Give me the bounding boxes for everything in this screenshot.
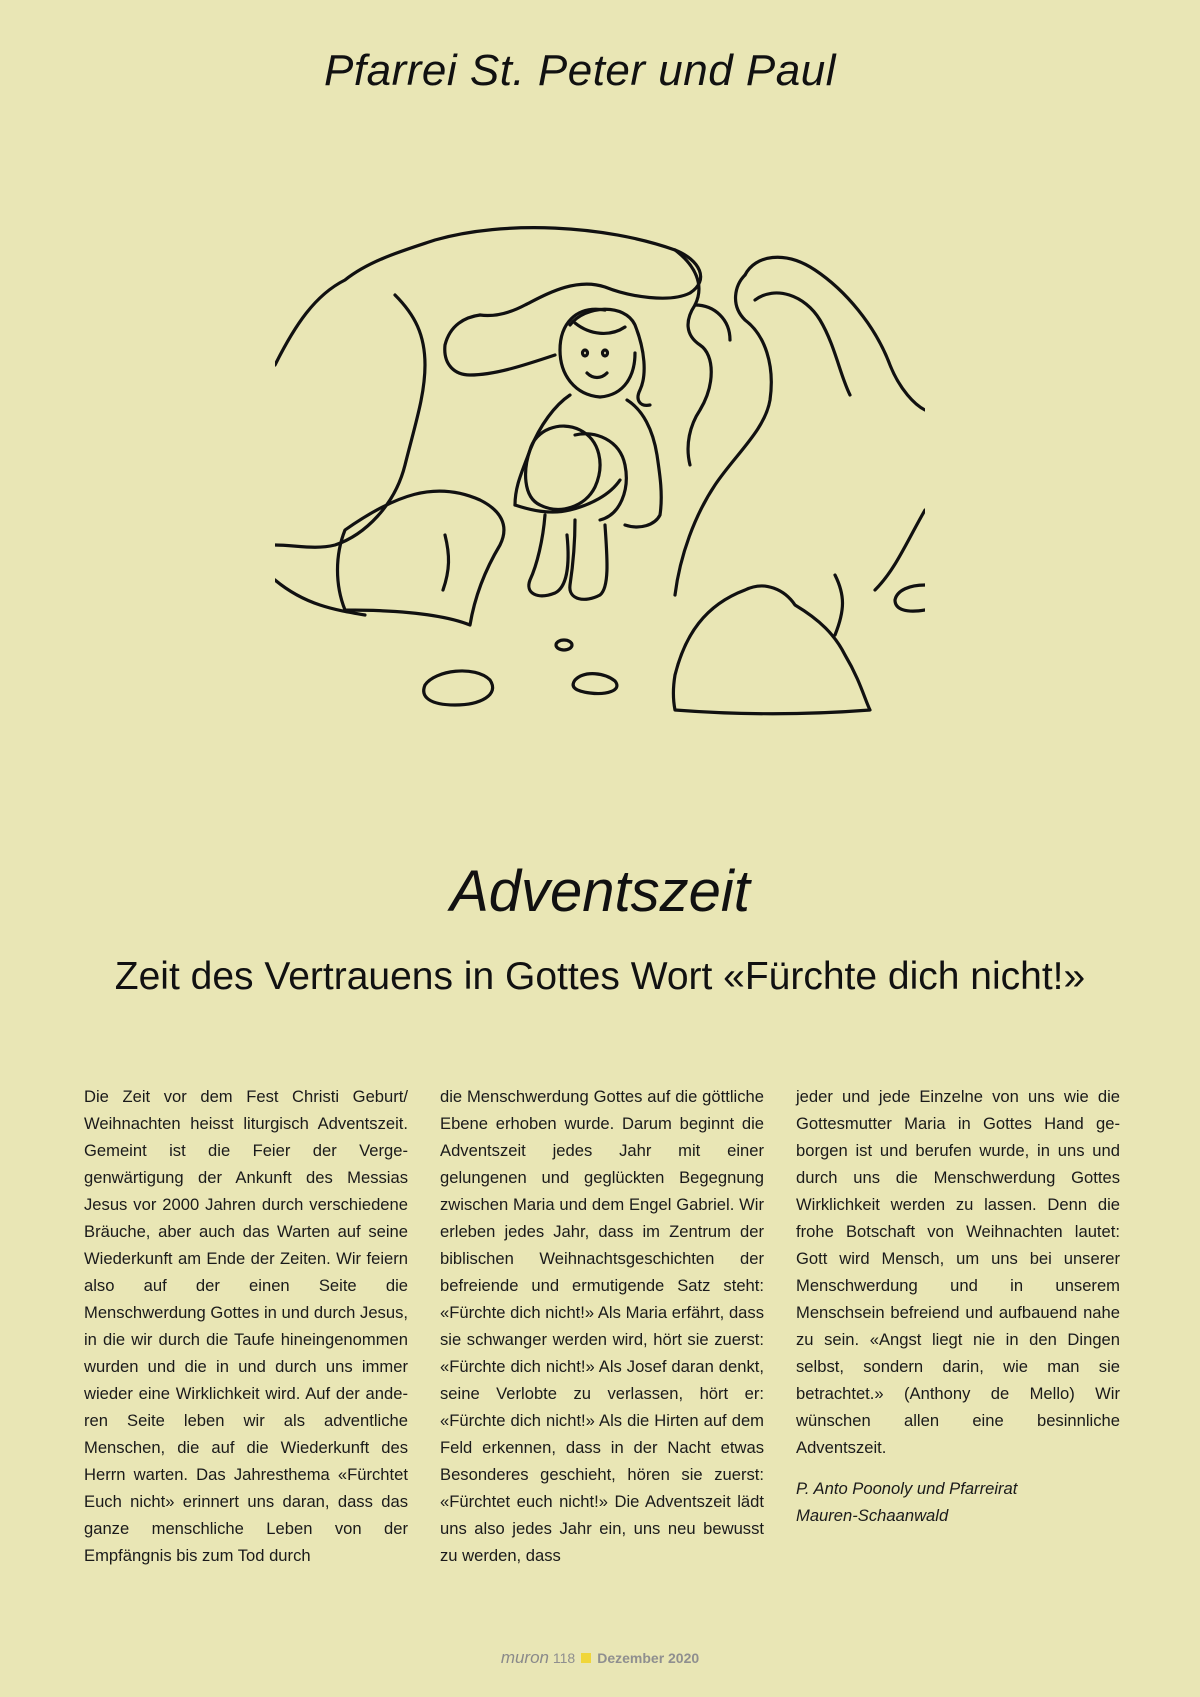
line-drawing — [275, 225, 925, 765]
footer-date: Dezember 2020 — [597, 1650, 700, 1666]
footer-brand: muron — [500, 1648, 549, 1667]
page-footer — [0, 1648, 1200, 1668]
footer-issue: 118 — [552, 1650, 576, 1666]
footer-square-icon — [581, 1653, 591, 1663]
article-body — [84, 1083, 1120, 1569]
article-column-3 — [796, 1083, 1120, 1569]
signature — [796, 1475, 1120, 1529]
article-title: Adventszeit — [450, 859, 750, 924]
article-column-2: die Menschwerdung Gottes auf die göttliche Ebene erhoben wurde. Darum beginnt die Adventszeit jedes Jahr mit einer gelungenen und geglückten Begegnung zwischen Maria und dem Engel Gabriel. Wir erleben jedes Jahr, dass im Zentrum der biblischen Weihnachtsgeschichten der befreiende und ermutigende Satz steht: «Fürchte dich nicht!» Als Maria erfährt, dass sie schwanger werden wird, hört sie zuerst: «Fürchte dich nicht!» Als Josef daran denkt, seine Verlobte zu verlassen, hört er: «Fürchte dich nicht!» Als die Hirten auf dem Feld erkennen, dass in der Nacht etwas Besonderes geschieht, hören sie zuerst: «Fürchtet euch nicht!» Die Adventszeit lädt uns also jedes Jahr ein, uns neu bewusst zu werden, dass — [440, 1087, 764, 1565]
signature-line-2: Mauren-Schaanwald — [796, 1506, 949, 1525]
article-column-3-text: jeder und jede Einzelne von uns wie die Gottesmutter Maria in Gottes Hand geborgen ist und berufen wurde, in uns und durch uns die Menschwerdung Gottes Wirklichkeit werden zu lassen. Denn die frohe Botschaft von Weihnachten lautet: Gott wird Mensch, um uns bei unserer Menschwerdung und in unserem Menschsein befreiend und aufbauend nahe zu sein. «Angst liegt nie in den Dingen selbst, sondern darin, wie man sie betrachtet.» (Anthony de Mello) Wir wünschen allen eine besinnliche Adventszeit. — [796, 1087, 1120, 1457]
signature-line-1: P. Anto Poonoly und Pfarreirat — [796, 1479, 1018, 1498]
article-column-1: Die Zeit vor dem Fest Christi Geburt/ Weihnachten heisst liturgisch Adventszeit. Gemeint ist die Feier der Vergegenwärtigung der Ankunft des Messias Jesus vor 2000 Jahren durch verschiedene Bräuche, aber auch das Warten auf seine Wiederkunft am Ende der Zeiten. Wir feiern also auf der einen Seite die Menschwerdung Gottes in und durch Jesus, in die wir durch die Taufe hineingenommen wurden und die in und durch uns immer wieder eine Wirklichkeit wird. Auf der anderen Seite leben wir als adventliche Menschen, die auf die Wiederkunft des Herrn warten. Das Jahresthema «Fürchtet Euch nicht» erinnert uns daran, dass das ganze menschliche Leben von der Empfängnis bis zum Tod durch — [84, 1087, 408, 1565]
parish-title: Pfarrei St. Peter und Paul — [324, 46, 836, 95]
child-in-hands-illustration — [275, 225, 925, 765]
article-subtitle: Zeit des Vertrauens in Gottes Wort «Fürchte dich nicht!» — [114, 955, 1086, 998]
